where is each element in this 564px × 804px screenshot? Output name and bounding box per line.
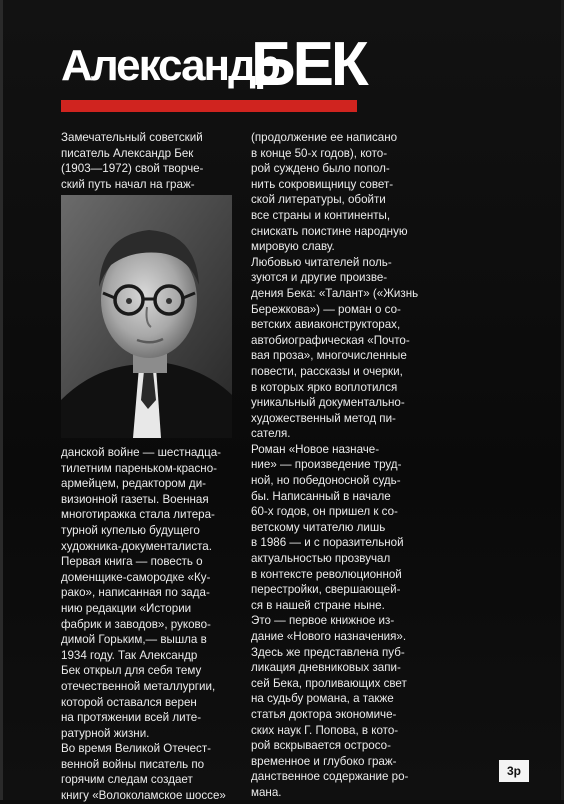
text-line: Здесь же представлена пуб- — [251, 645, 405, 659]
text-line: снискать поистине народную — [251, 224, 408, 238]
text-line: димой Горьким,— вышла в — [61, 633, 207, 647]
text-line: визионной газеты. Военная — [61, 492, 209, 506]
text-line: все страны и континенты, — [251, 208, 391, 222]
text-line: Роман «Новое назначе- — [251, 442, 380, 456]
price-tag: 3р — [499, 760, 529, 782]
left-column-bottom-text — [61, 445, 236, 804]
text-line: мана. — [251, 785, 282, 799]
text-line: статья доктора экономиче- — [251, 707, 397, 721]
text-line: Бек открыл для себя тему — [61, 664, 202, 678]
text-line: турной купелью будущего — [61, 523, 200, 537]
text-line: Бережкова») — роман о со- — [251, 302, 401, 316]
text-line: мировую славу. — [251, 240, 335, 254]
text-line: армейцем, редактором ди- — [61, 477, 207, 491]
author-first-name: Александр — [61, 41, 279, 90]
text-line: фабрик и заводов», руково- — [61, 617, 211, 631]
text-line: ветских авиаконструкторах, — [251, 318, 401, 332]
text-line: дание «Нового назначения». — [251, 630, 407, 643]
text-line: рой суждено было попол- — [251, 162, 390, 176]
author-title — [61, 30, 366, 99]
author-portrait-photo — [61, 195, 232, 438]
text-line: нию редакции «Истории — [61, 601, 192, 615]
text-line: доменщике-самородке «Ку- — [61, 570, 211, 584]
left-column-top-text — [61, 130, 233, 192]
text-line: (1903—1972) свой творче- — [61, 162, 204, 176]
text-line: автобиографическая «Почто- — [251, 333, 410, 347]
text-line: актуальностью прозвучал — [251, 552, 391, 566]
text-line: на протяжении всей лите- — [61, 711, 202, 725]
text-line: ской литературы, обойти — [251, 193, 386, 207]
text-line: ликация дневниковых запи- — [251, 661, 401, 675]
red-accent-bar — [61, 100, 357, 112]
text-line: рой вскрывается остросо- — [251, 739, 391, 753]
text-line: которой оставался верен — [61, 695, 197, 709]
text-line: в которых ярко воплотился — [251, 380, 398, 394]
text-line: Первая книга — повесть о — [61, 555, 203, 569]
text-line: сей Бека, проливающих свет — [251, 676, 407, 690]
text-line: повести, рассказы и очерки, — [251, 364, 403, 378]
text-line: рако», написанная по зада- — [61, 586, 210, 600]
author-last-name: БЕК — [251, 30, 366, 99]
text-line: отечественной металлургии, — [61, 679, 216, 693]
text-line: Любовью читателей поль- — [251, 255, 392, 269]
text-line: в конце 50-х годов), кото- — [251, 146, 388, 160]
text-line: художественный метод пи- — [251, 411, 396, 425]
text-line: 1934 году. Так Александр — [61, 648, 198, 662]
text-line: вая проза», многочисленные — [251, 349, 407, 363]
portrait-illustration — [61, 195, 232, 438]
text-line: Замечательный советский — [61, 131, 203, 144]
text-line: ский путь начал на граж- — [61, 177, 195, 191]
text-line: (продолжение ее написано — [251, 131, 398, 144]
text-line: ратурной жизни. — [61, 726, 150, 740]
text-line: временное и глубоко граж- — [251, 754, 397, 768]
text-line: ной, но победоносной судь- — [251, 474, 401, 488]
right-column-text — [251, 130, 433, 801]
text-line: дения Бека: «Талант» («Жизнь — [251, 286, 419, 300]
text-line: перестройки, свершающей- — [251, 583, 401, 597]
text-line: ние» — произведение труд- — [251, 458, 402, 472]
text-line: художника-документалиста. — [61, 539, 212, 553]
text-line: на судьбу романа, а также — [251, 692, 394, 706]
text-line: ветскому читателю лишь — [251, 520, 386, 534]
text-line: данской войне — шестнадца- — [61, 446, 222, 459]
text-line: многотиражка стала литера- — [61, 508, 215, 522]
text-line: Во время Великой Отечест- — [61, 742, 212, 756]
text-line: в 1986 — и с поразительной — [251, 536, 404, 550]
text-line: уникальный документально- — [251, 396, 405, 410]
text-line: венной войны писатель по — [61, 757, 205, 771]
text-line: горячим следам создает — [61, 773, 193, 787]
text-line: данственное содержание ро- — [251, 770, 409, 784]
text-line: бы. Написанный в начале — [251, 489, 391, 503]
text-line: тилетним пареньком-красно- — [61, 461, 218, 475]
text-line: книгу «Волоколамское шоссе» — [61, 789, 226, 803]
text-line: писатель Александр Бек — [61, 146, 194, 160]
text-line: Это — первое книжное из- — [251, 614, 395, 628]
text-line: ских наук Г. Попова, в кото- — [251, 723, 399, 737]
text-line: сателя. — [251, 427, 291, 441]
text-line: зуются и другие произве- — [251, 271, 388, 285]
text-line: 60-х годов, он пришел к со- — [251, 505, 398, 519]
text-line: нить сокровищницу совет- — [251, 177, 394, 191]
text-line: ся в нашей стране ныне. — [251, 598, 385, 612]
text-line: в контексте революционной — [251, 567, 402, 581]
